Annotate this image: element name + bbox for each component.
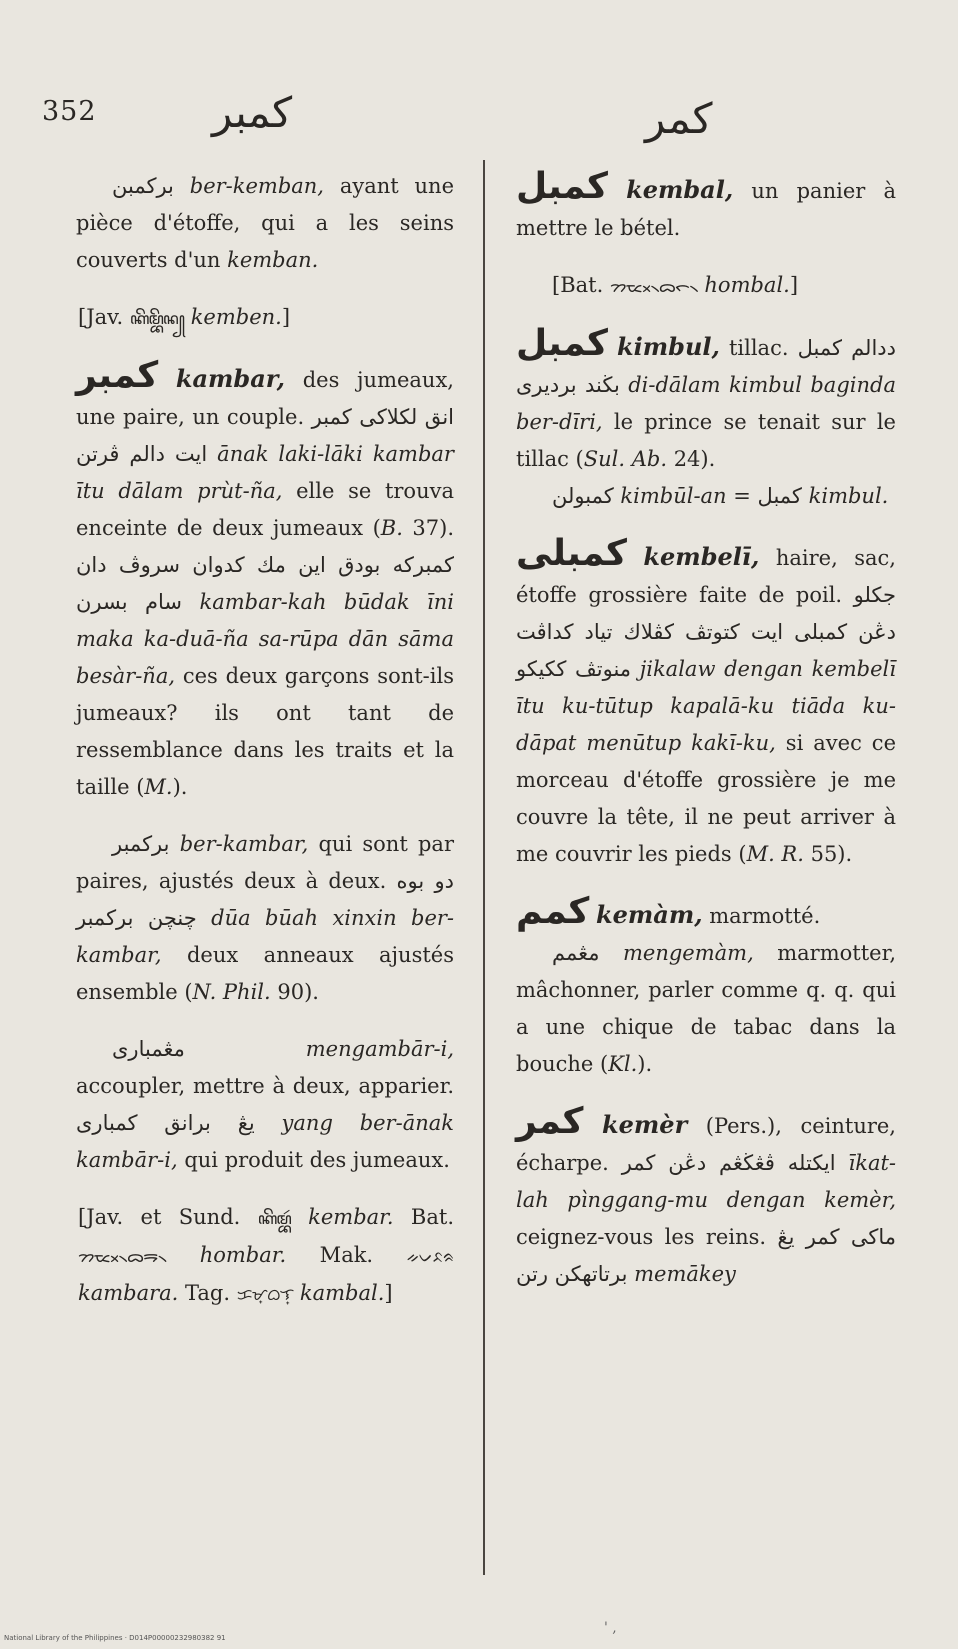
stray-marks: ' ,: [604, 1620, 617, 1636]
tagalog-script-icon: ᜃᜋ᜔ᜊᜎ᜔: [236, 1285, 294, 1304]
entry-kimbul: كمبل kimbul, tillac. ددالم كمبل بڬند برديرى di-dālam kimbul baginda ber-dīri, le prince se tenait sur le tillac (Sul. Ab. 24).: [516, 323, 896, 471]
header-arabic-left: كمبر: [212, 88, 293, 137]
column-divider: [483, 160, 485, 1575]
entry-kembal: كمبل kembal, un panier à mettre le bétel.: [516, 166, 896, 240]
entry-kemam: كمم kemàm, marmotté.: [516, 891, 821, 932]
batak-script-icon: ᯂᯬᯔ᯲ᯅᯒ᯲: [78, 1247, 167, 1266]
entry-kemer: كمر kemèr (Pers.), ceinture, écharpe. ايكتله ڤڠڬڠم دڠن كمر īkat-lah pìnggang-mu dengan kemèr, ceignez-vous les reins. ماكى كمر يڠ برتاتهكن رتن memākey: [516, 1101, 896, 1286]
batak-script-icon: ᯂᯬᯔ᯲ᯅᯞ᯲: [609, 277, 698, 296]
etym-kemban: [Jav. ꦏꦼꦩ꧀ꦧꦼꦤ꧀ kemben.]: [78, 305, 291, 329]
entry-mengemam: مڠمم mengemàm, marmotter, mâchonner, parler comme q. q. qui a une chique de tabac dans la bouche (Kl.).: [516, 941, 896, 1076]
makassar-script-icon: ᨀᨆᨅᨑ: [406, 1247, 454, 1266]
javanese-script-icon: ꦏꦼꦩ꧀ꦧꦂ: [257, 1209, 291, 1228]
entry-mengambar-i: مڠمبارى mengambār-i, accoupler, mettre à deux, apparier. يڠ برانق كمبارى yang ber-ānak kambār-i, qui produit des jumeaux.: [76, 1037, 454, 1172]
left-column: [76, 168, 454, 1313]
right-column: [516, 168, 896, 1293]
entry-kembeli: كمبلى kembelī, haire, sac, étoffe grossière faite de poil. جكلو دڠن كمبلى ايت كتوتڤ كڤلاك تياد كداڤت منوتڤ ككيكو jikalaw dengan kembelī ītu ku-tūtup kapalā-ku tiāda ku-dāpat menūtup kakī-ku, si avec ce morceau d'étoffe grossière je me couvre la tête, il ne peut arriver à me couvrir les pieds (M. R. 55).: [516, 533, 896, 866]
entry-ber-kambar: بركمبر ber-kambar, qui sont par paires, ajustés deux à deux. دو بوه چنچن بركمبر dūa būah xinxin ber-kambar, deux anneaux ajustés ensemble (N. Phil. 90).: [76, 832, 455, 1004]
page-number: 352: [42, 96, 97, 127]
entry-kimbul-an: كمبولن kimbūl-an = كمبل kimbul.: [552, 484, 889, 508]
entry-ber-kemban: بركمبن ber-kemban, ayant une pièce d'étoffe, qui a les seins couverts d'un kemban.: [76, 174, 454, 272]
header-arabic-right: كمر: [645, 94, 713, 143]
etym-kambar: [Jav. et Sund. ꦏꦼꦩ꧀ꦧꦂ kembar. Bat. ᯂᯬᯔ᯲ᯅᯒ᯲ hombar. Mak. ᨀᨆᨅᨑ kambara. Tag. ᜃᜋ᜔ᜊᜎ᜔ kambal.]: [78, 1205, 454, 1305]
entry-kambar: كمبر kambar, des jumeaux, une paire, un couple. انق لكلاكى كمبر ايت دالم ڤرتن ānak laki-lāki kambar ītu dālam prùt-ña, elle se trouva enceinte de deux jumeaux (B. 37). كمبركه بودق اين مك كدوان سروڤ دان سام بسرن kambar-kah būdak īni maka ka-duā-ña sa-rūpa dān sāma besàr-ña, ces deux garçons sont-ils jumeaux? ils ont tant de ressemblance dans les traits et la taille (M.).: [76, 355, 454, 799]
etym-kembal: [Bat. ᯂᯬᯔ᯲ᯅᯞ᯲ hombal.]: [552, 273, 799, 297]
scan-footer: National Library of the Philippines · D014P00000232980382 91: [4, 1634, 226, 1642]
javanese-script-icon: ꦏꦼꦩ꧀ꦧꦼꦤ꧀: [129, 309, 184, 328]
